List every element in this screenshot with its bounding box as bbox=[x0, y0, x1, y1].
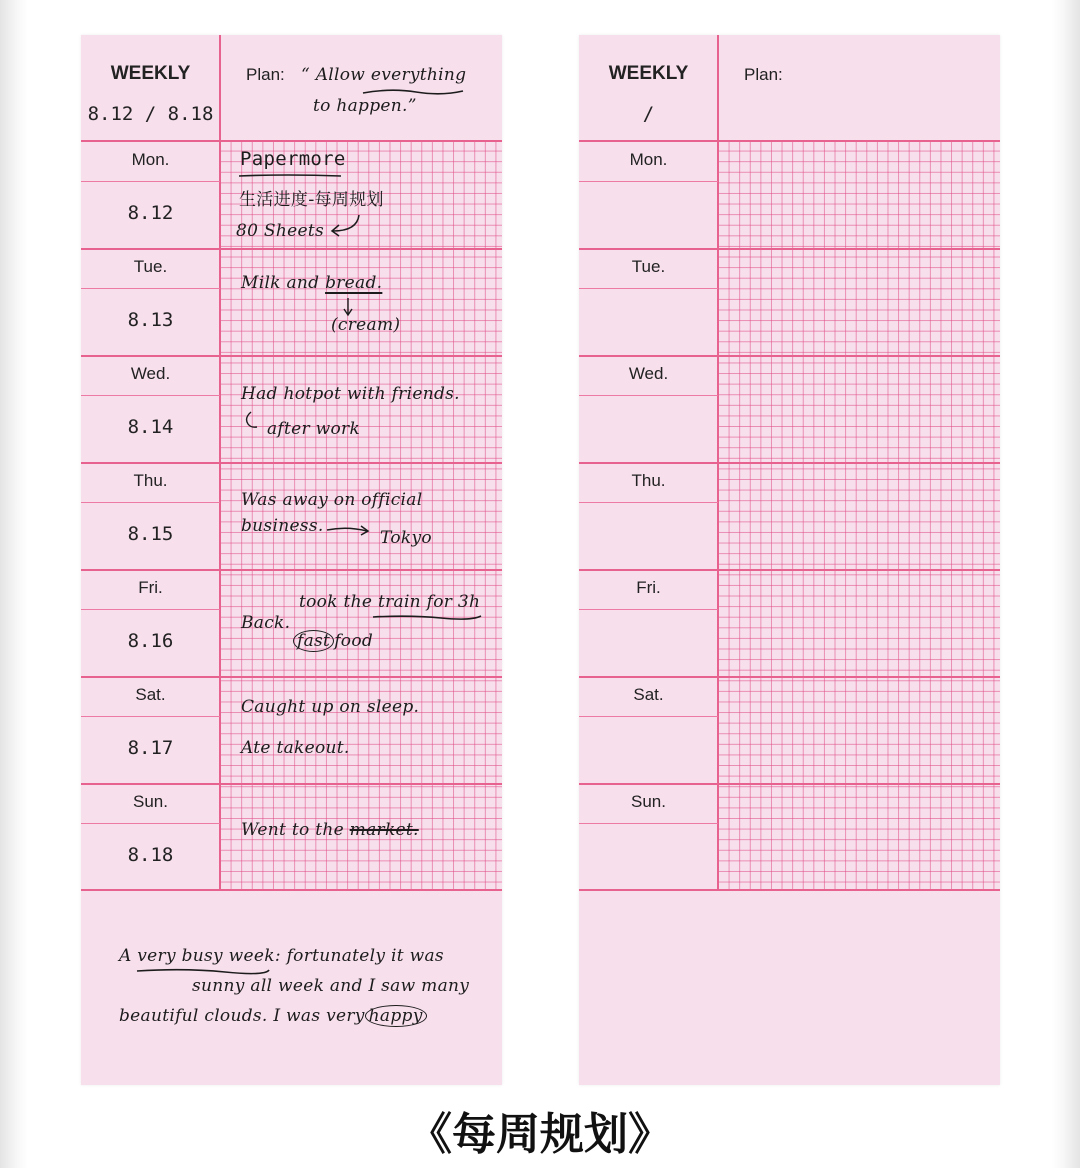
note-sat-line1: Caught up on sleep. bbox=[241, 697, 420, 717]
day-date-sat: 8.17 bbox=[127, 737, 174, 759]
day-divider bbox=[579, 355, 1000, 357]
day-divider bbox=[579, 181, 718, 182]
day-divider bbox=[579, 609, 718, 610]
plan-quote-line1: “ Allow everything bbox=[301, 65, 467, 85]
page-shadow-left bbox=[0, 0, 28, 1168]
day-date-sun: 8.18 bbox=[127, 844, 174, 866]
day-name-fri: Fri. bbox=[636, 578, 661, 597]
page-shadow-right bbox=[1052, 0, 1080, 1168]
day-date-tue: 8.13 bbox=[127, 309, 174, 331]
note-sat-line2: Ate takeout. bbox=[241, 738, 350, 758]
note-mon-line3: 80 Sheets bbox=[236, 221, 325, 241]
day-divider bbox=[579, 716, 718, 717]
note-thu-line3: Tokyo bbox=[380, 528, 432, 548]
day-date-wed: 8.14 bbox=[127, 416, 174, 438]
note-fri-back: Back. bbox=[241, 613, 291, 633]
summary-line2: sunny all week and I saw many bbox=[192, 976, 470, 996]
day-divider bbox=[81, 462, 502, 464]
right-planner-sheet bbox=[579, 35, 1000, 1085]
plan-quote-line2: to happen.” bbox=[313, 96, 417, 116]
footer-divider bbox=[81, 889, 502, 891]
day-divider bbox=[579, 248, 1000, 250]
page-caption: 《每周规划》 bbox=[408, 1109, 672, 1160]
day-name-tue: Tue. bbox=[631, 257, 666, 276]
day-divider bbox=[81, 569, 502, 571]
note-tue-line1: Milk and bread. bbox=[241, 273, 383, 293]
arrow-icon bbox=[325, 523, 371, 537]
day-divider bbox=[579, 288, 718, 289]
day-name-mon: Mon. bbox=[131, 150, 170, 169]
summary-line3: beautiful clouds. I was very happy bbox=[119, 1006, 427, 1026]
day-divider bbox=[81, 716, 220, 717]
day-divider bbox=[81, 181, 220, 182]
day-divider bbox=[81, 502, 220, 503]
curved-arrow-icon bbox=[242, 410, 260, 432]
day-divider bbox=[81, 355, 502, 357]
summary-line1: A very busy week: fortunately it was bbox=[119, 946, 444, 966]
grid-area bbox=[718, 140, 1000, 889]
day-name-wed: Wed. bbox=[628, 364, 669, 383]
day-divider bbox=[579, 395, 718, 396]
day-divider bbox=[81, 288, 220, 289]
underline-scribble bbox=[237, 173, 343, 179]
header-divider bbox=[81, 140, 502, 142]
plan-label: Plan: bbox=[744, 65, 783, 84]
weekly-heading: WEEKLY bbox=[608, 63, 689, 84]
footer-divider bbox=[579, 889, 1000, 891]
day-name-tue: Tue. bbox=[133, 257, 168, 276]
day-divider bbox=[579, 569, 1000, 571]
day-divider bbox=[81, 676, 502, 678]
day-divider bbox=[579, 502, 718, 503]
note-mon-line2: 生活进度-每周规划 bbox=[239, 190, 384, 210]
week-date-range: / bbox=[642, 103, 655, 125]
day-name-mon: Mon. bbox=[629, 150, 668, 169]
day-divider bbox=[579, 676, 1000, 678]
note-mon-title: Papermore bbox=[240, 148, 346, 170]
grid-area bbox=[220, 140, 502, 889]
day-name-fri: Fri. bbox=[138, 578, 163, 597]
day-name-thu: Thu. bbox=[631, 471, 666, 490]
note-tue-line2: (cream) bbox=[331, 315, 401, 335]
weekly-heading: WEEKLY bbox=[110, 63, 191, 84]
day-date-thu: 8.15 bbox=[127, 523, 174, 545]
day-date-fri: 8.16 bbox=[127, 630, 174, 652]
day-divider bbox=[579, 823, 718, 824]
arrow-icon bbox=[329, 213, 365, 239]
note-thu-line2: business. bbox=[241, 516, 324, 536]
note-wed-line2: after work bbox=[267, 419, 361, 439]
day-name-wed: Wed. bbox=[130, 364, 171, 383]
day-name-sun: Sun. bbox=[631, 792, 666, 811]
day-divider bbox=[81, 609, 220, 610]
day-divider bbox=[81, 783, 502, 785]
day-divider bbox=[579, 462, 1000, 464]
day-name-sat: Sat. bbox=[633, 685, 664, 704]
note-fri-line2: fast food bbox=[293, 631, 373, 651]
note-fri-line1: took the train for 3h bbox=[299, 592, 481, 612]
note-sun-line1: Went to the market. bbox=[241, 820, 419, 840]
note-thu-line1: Was away on official bbox=[241, 490, 423, 510]
day-name-sat: Sat. bbox=[135, 685, 166, 704]
note-wed-line1: Had hotpot with friends. bbox=[241, 384, 460, 404]
underline-scribble bbox=[371, 613, 483, 621]
day-divider bbox=[579, 783, 1000, 785]
day-divider bbox=[81, 248, 502, 250]
header-divider bbox=[579, 140, 1000, 142]
week-date-range: 8.12 / 8.18 bbox=[87, 103, 214, 125]
left-planner-sheet bbox=[81, 35, 502, 1085]
day-name-thu: Thu. bbox=[133, 471, 168, 490]
day-divider bbox=[81, 395, 220, 396]
day-date-mon: 8.12 bbox=[127, 202, 174, 224]
day-divider bbox=[81, 823, 220, 824]
day-name-sun: Sun. bbox=[133, 792, 168, 811]
down-arrow-icon bbox=[343, 297, 353, 317]
underline-scribble bbox=[135, 967, 271, 975]
plan-label: Plan: bbox=[246, 65, 285, 84]
